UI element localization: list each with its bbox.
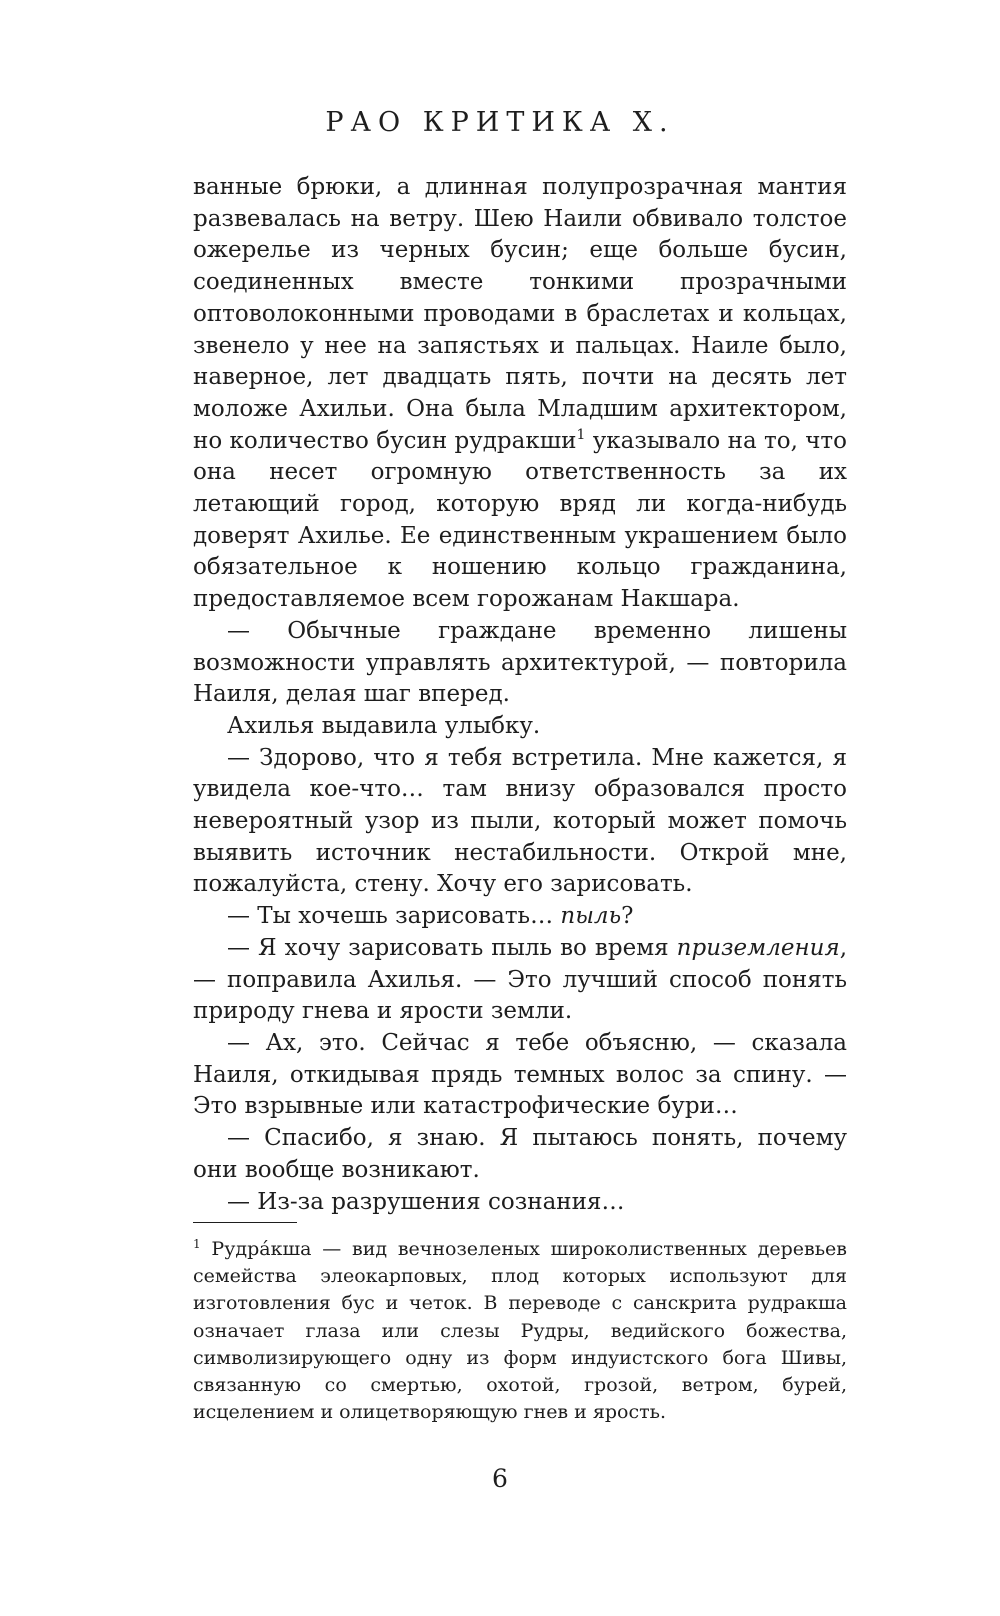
text-run: — Я хочу зарисовать пыль во время (227, 934, 677, 961)
text-run: — Из-за разрушения сознания… (227, 1188, 625, 1215)
paragraph (193, 743, 847, 902)
body-text (193, 172, 847, 1218)
emphasis: пыль (560, 903, 622, 930)
footnote-divider (193, 1222, 297, 1223)
paragraph (193, 1028, 847, 1123)
paragraph (193, 1187, 847, 1219)
text-run: — Ты хочешь зарисовать… (227, 903, 561, 930)
text-run: ванные брюки, а длинная полупрозрачная мантия развевалась на ветру. Шею Наили обвивало толстое ожерелье из черных бусин; еще больше бусин, соединенных вместе тонкими прозрачными оптоволоконными проводами в браслетах и кольцах, звенело у нее на запястьях и пальцах. Наиле было, наверное, лет двадцать пять, почти на десять лет моложе Ахильи. Она была Младшим архитектором, но количество бусин рудракши (193, 174, 847, 454)
emphasis: приземления (676, 934, 840, 961)
paragraph (193, 711, 847, 743)
paragraph (193, 172, 847, 616)
footnote-marker: 1 (193, 1237, 201, 1251)
text-run: , — поправила Ахилья. — Это лучший способ понять природу гнева и ярости земли. (193, 934, 847, 1025)
paragraph (193, 616, 847, 711)
footnote-reference: 1 (576, 426, 586, 443)
running-header: РАО КРИТИКА Х. (325, 107, 675, 138)
paragraph (193, 901, 847, 933)
text-run: Ахилья выдавила улыбку. (227, 712, 541, 739)
text-run: — Здорово, что я тебя встретила. Мне кажется, я увидела кое-что… там внизу образовался просто невероятный узор из пыли, который может помочь выявить источник нестабильности. Открой мне, пожалуйста, стену. Хочу его зарисовать. (193, 744, 847, 898)
paragraph (193, 1123, 847, 1186)
text-run: — Обычные граждане временно лишены возможности управлять архитектурой, — повторила Наиля, делая шаг вперед. (193, 617, 847, 708)
text-run: ? (621, 903, 634, 930)
footnote-text: Рудра́кша — вид вечнозеленых широколиственных деревьев семейства элеокарповых, плод которых используют для изготовления бус и четок. В переводе с санскрита рудракша означает глаза или слезы Рудры, ведийского божества, символизирующего одну из форм индуистского бога Шивы, связанную со смертью, охотой, грозой, ветром, бурей, исцелением и олицетворяющую гнев и ярость. (193, 1238, 847, 1424)
text-run: — Спасибо, я знаю. Я пытаюсь понять, почему они вообще возникают. (193, 1125, 847, 1183)
text-run: указывало на то, что она несет огромную ответственность за их летающий город, которую вряд ли когда-нибудь доверят Ахилье. Ее единственным украшением было обязательное к ношению кольцо гражданина, предоставляемое всем горожанам Накшара. (193, 427, 847, 613)
paragraph (193, 933, 847, 1028)
page-number: 6 (492, 1464, 508, 1493)
footnote (193, 1236, 847, 1426)
text-run: — Ах, это. Сейчас я тебе объясню, — сказала Наиля, откидывая прядь темных волос за спину. — Это взрывные или катастрофические бури… (193, 1029, 847, 1120)
